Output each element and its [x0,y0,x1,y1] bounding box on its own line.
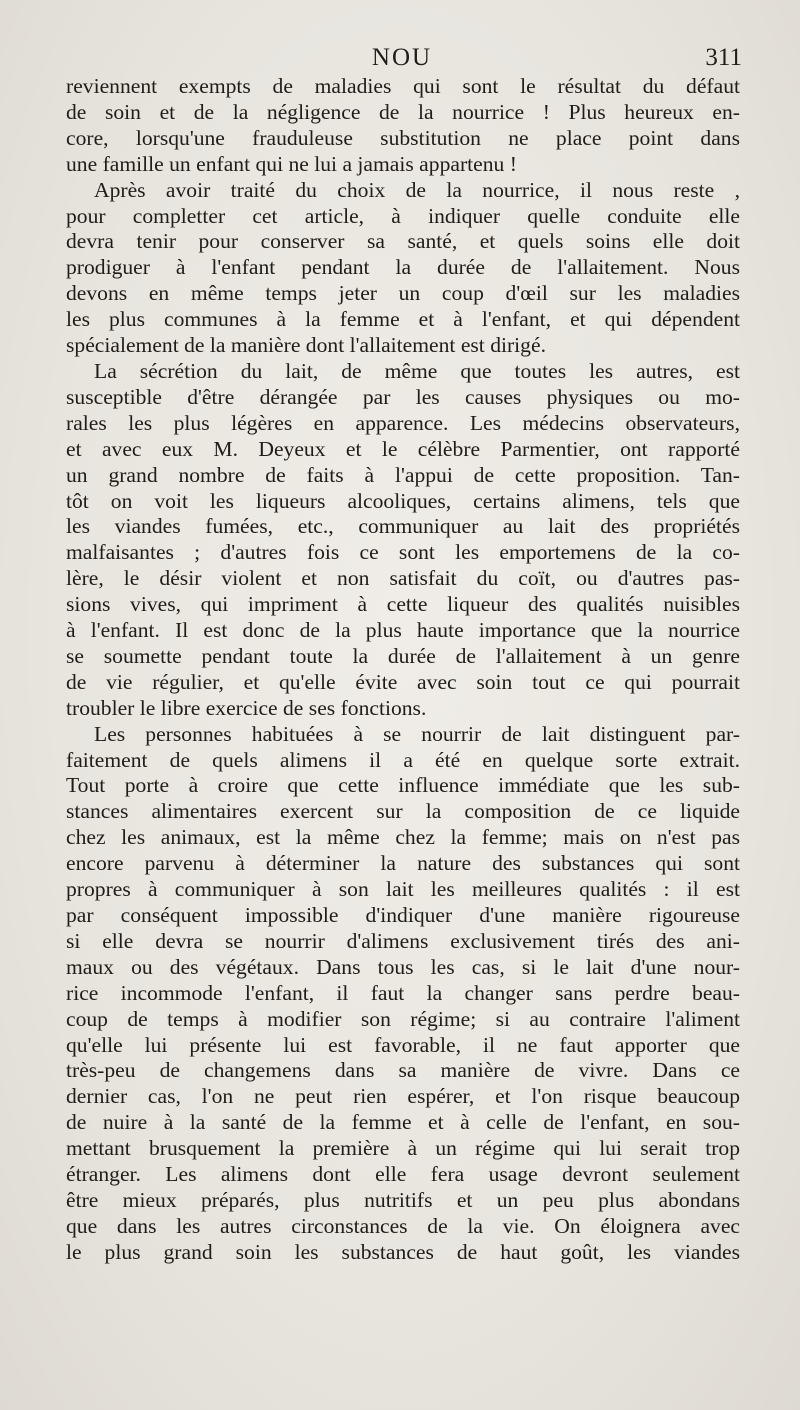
text-line: les plus communes à la femme et à l'enfant, et qui dépendent [66,307,740,332]
text-line: sions vives, qui impriment à cette liqueur des qualités nuisibles [66,592,740,617]
text-line: de soin et de la négligence de la nourrice ! Plus heureux en- [66,99,740,124]
text-line: rice incommode l'enfant, il faut la changer sans perdre beau- [66,980,740,1005]
text-line: stances alimentaires exercent sur la composition de ce liquide [66,799,740,824]
text-line: coup de temps à modifier son régime; si au contraire l'aliment [66,1006,740,1031]
page-number: 311 [705,44,742,71]
text-line: un grand nombre de faits à l'appui de cette proposition. Tan- [66,462,740,487]
text-line: être mieux préparés, plus nutritifs et un peu plus abondans [66,1187,740,1212]
text-line: propres à communiquer à son lait les meilleures qualités : il est [66,877,740,902]
text-line: mettant brusquement la première à un régime qui lui serait trop [66,1136,740,1161]
running-head: NOU [371,44,433,71]
text-line: lère, le désir violent et non satisfait du coït, ou d'autres pas- [66,566,740,591]
text-line: si elle devra se nourrir d'alimens exclusivement tirés des ani- [66,928,740,953]
text-line: susceptible d'être dérangée par les causes physiques ou mo- [66,384,740,409]
page-header [66,40,742,74]
text-line: une famille un enfant qui ne lui a jamais appartenu ! [66,151,517,176]
text-line: tôt on voit les liqueurs alcooliques, certains alimens, tels que [66,488,740,513]
text-line: chez les animaux, est la même chez la femme; mais on n'est pas [66,825,740,850]
text-line: Après avoir traité du choix de la nourrice, il nous reste , [94,177,740,202]
text-line: Tout porte à croire que cette influence immédiate que les sub- [66,773,740,798]
text-line: devons en même temps jeter un coup d'œil sur les maladies [66,281,740,306]
text-line: de vie régulier, et qu'elle évite avec soin tout ce qui pourrait [66,669,740,694]
text-line: malfaisantes ; d'autres fois ce sont les emportemens de la co- [66,540,740,565]
text-line: La sécrétion du lait, de même que toutes les autres, est [94,358,740,383]
text-line: pour completter cet article, à indiquer quelle conduite elle [66,203,740,228]
text-line: Les personnes habituées à se nourrir de lait distinguent par- [94,721,740,746]
text-line: core, lorsqu'une frauduleuse substitution ne place point dans [66,125,740,150]
text-line: troubler le libre exercice de ses fonctions. [66,695,427,720]
text-line: faitement de quels alimens il a été en quelque sorte extrait. [66,747,740,772]
text-line: maux ou des végétaux. Dans tous les cas, si le lait d'une nour- [66,954,740,979]
text-line: que dans les autres circonstances de la vie. On éloignera avec [66,1213,740,1238]
text-line: devra tenir pour conserver sa santé, et quels soins elle doit [66,229,740,254]
text-line: très-peu de changemens dans sa manière de vivre. Dans ce [66,1058,740,1083]
text-line: et avec eux M. Deyeux et le célèbre Parmentier, ont rapporté [66,436,740,461]
text-line: à l'enfant. Il est donc de la plus haute importance que la nourrice [66,618,740,643]
text-line: de nuire à la santé de la femme et à celle de l'enfant, en sou- [66,1110,740,1135]
text-line: se soumette pendant toute la durée de l'allaitement à un genre [66,643,740,668]
text-line: les viandes fumées, etc., communiquer au lait des propriétés [66,514,740,539]
text-line: le plus grand soin les substances de haut goût, les viandes [66,1239,740,1264]
body-text [66,74,740,1266]
text-line: prodiguer à l'enfant pendant la durée de l'allaitement. Nous [66,255,740,280]
text-line: par conséquent impossible d'indiquer d'une manière rigoureuse [66,903,740,927]
text-line: reviennent exempts de maladies qui sont le résultat du défaut [66,74,740,98]
text-line: dernier cas, l'on ne peut rien espérer, et l'on risque beaucoup [66,1084,740,1109]
text-line: spécialement de la manière dont l'allaitement est dirigé. [66,333,546,358]
text-line: encore parvenu à déterminer la nature des substances qui sont [66,851,740,876]
text-line: étranger. Les alimens dont elle fera usage devront seulement [66,1162,740,1187]
text-line: qu'elle lui présente lui est favorable, il ne faut apporter que [66,1032,740,1057]
text-line: rales les plus légères en apparence. Les médecins observateurs, [66,410,740,435]
